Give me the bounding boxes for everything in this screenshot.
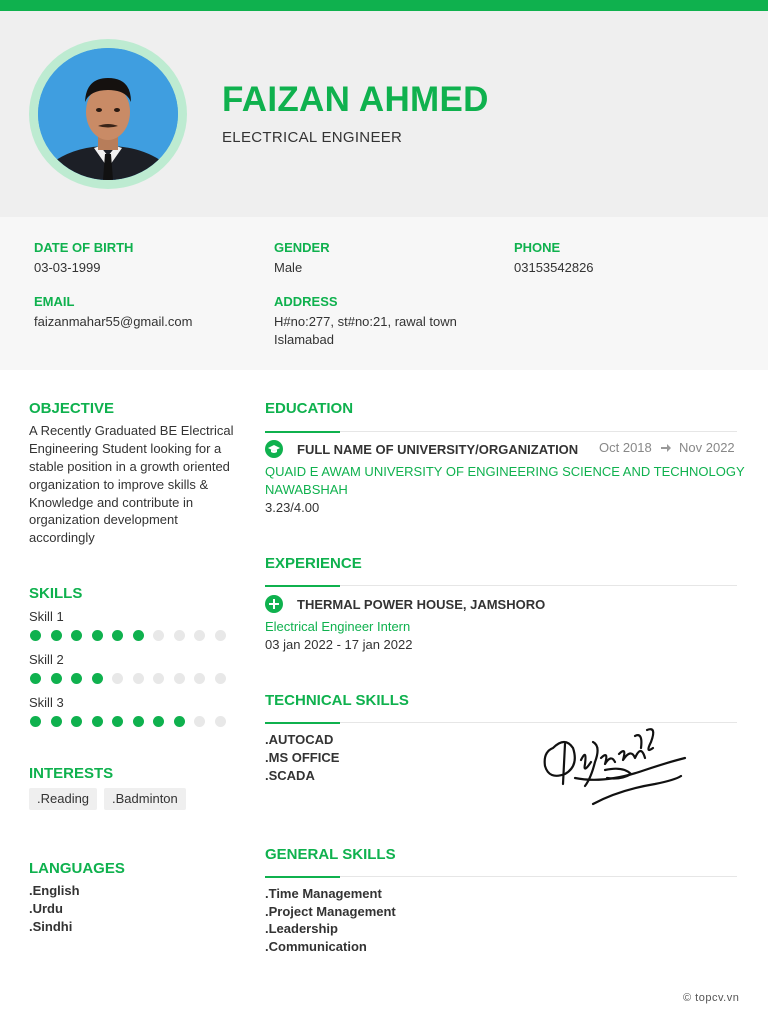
skill-dot-filled <box>30 716 41 727</box>
education-start: Oct 2018 <box>599 440 652 455</box>
skill-dot-filled <box>92 630 103 641</box>
skill-dot-filled <box>71 673 82 684</box>
address-line-1: H#no:277, st#no:21, rawal town <box>274 314 457 329</box>
languages-heading: LANGUAGES <box>29 860 125 877</box>
skill-dot-filled <box>174 716 185 727</box>
objective-line: Knowledge and contribute in <box>29 495 194 510</box>
education-score: 3.23/4.00 <box>265 500 320 515</box>
technical-skills-heading: TECHNICAL SKILLS <box>265 692 409 709</box>
section-divider <box>265 585 737 586</box>
language-item: .Sindhi <box>29 919 73 934</box>
skill-dot-filled <box>112 630 123 641</box>
skill-dot-filled <box>51 630 62 641</box>
candidate-name: FAIZAN AHMED <box>222 80 489 119</box>
experience-company: THERMAL POWER HOUSE, JAMSHORO <box>297 597 546 612</box>
skill-dot-empty <box>112 673 123 684</box>
general-skill-item: .Leadership <box>265 921 338 936</box>
skill-dot-empty <box>153 673 164 684</box>
objective-line: organization to improve skills & <box>29 477 209 492</box>
address-line-2: Islamabad <box>274 332 334 347</box>
phone-label: PHONE <box>514 240 561 255</box>
dob-label: DATE OF BIRTH <box>34 240 134 255</box>
handwritten-signature <box>535 718 695 810</box>
skill-dot-filled <box>153 716 164 727</box>
skill-dot-empty <box>133 673 144 684</box>
arrow-right-icon <box>660 439 672 459</box>
skill-dot-filled <box>71 630 82 641</box>
dob-value: 03-03-1999 <box>34 260 101 275</box>
general-skill-item: .Communication <box>265 939 367 954</box>
avatar <box>38 48 178 180</box>
section-divider <box>265 876 737 877</box>
language-item: .Urdu <box>29 901 63 916</box>
general-skills-heading: GENERAL SKILLS <box>265 846 396 863</box>
experience-heading: EXPERIENCE <box>265 555 362 572</box>
experience-dates: 03 jan 2022 - 17 jan 2022 <box>265 637 413 652</box>
experience-role: Electrical Engineer Intern <box>265 619 411 634</box>
education-end: Nov 2022 <box>679 440 735 455</box>
skill-dot-filled <box>51 673 62 684</box>
skills-heading: SKILLS <box>29 585 83 602</box>
skill-dot-filled <box>30 630 41 641</box>
education-school: QUAID E AWAM UNIVERSITY OF ENGINEERING SCIENCE AND TECHNOLOGY <box>265 464 745 479</box>
skill-dot-empty <box>215 673 226 684</box>
skill-dot-filled <box>71 716 82 727</box>
skill-dot-filled <box>133 716 144 727</box>
interest-tag: .Badminton <box>104 788 186 810</box>
skill-label: Skill 2 <box>29 652 64 667</box>
skill-label: Skill 1 <box>29 609 64 624</box>
general-skill-item: .Project Management <box>265 904 396 919</box>
candidate-title: ELECTRICAL ENGINEER <box>222 129 403 146</box>
technical-skill-item: .AUTOCAD <box>265 732 334 747</box>
avatar-photo <box>38 48 178 180</box>
skill-dot-empty <box>215 716 226 727</box>
skill-dot-empty <box>174 630 185 641</box>
education-org: FULL NAME OF UNIVERSITY/ORGANIZATION <box>297 442 579 457</box>
skill-dot-filled <box>30 673 41 684</box>
skill-dot-empty <box>174 673 185 684</box>
email-value: faizanmahar55@gmail.com <box>34 314 193 329</box>
interests-heading: INTERESTS <box>29 765 114 782</box>
objective-line: accordingly <box>29 530 95 545</box>
skill-dot-filled <box>92 716 103 727</box>
education-school-line-2: NAWABSHAH <box>265 482 348 497</box>
skill-dot-empty <box>215 630 226 641</box>
technical-skill-item: .MS OFFICE <box>265 750 340 765</box>
general-skill-item: .Time Management <box>265 886 382 901</box>
footer-brand: © topcv.vn <box>683 992 740 1004</box>
skill-dot-filled <box>112 716 123 727</box>
skill-label: Skill 3 <box>29 695 64 710</box>
skill-dot-empty <box>194 673 205 684</box>
phone-value: 03153542826 <box>514 260 594 275</box>
objective-line: Engineering Student looking for a <box>29 441 222 456</box>
objective-line: stable position in a growth oriented <box>29 459 230 474</box>
skill-dot-filled <box>133 630 144 641</box>
section-divider <box>265 431 737 432</box>
technical-skill-item: .SCADA <box>265 768 315 783</box>
objective-line: organization development <box>29 512 178 527</box>
skill-dot-empty <box>153 630 164 641</box>
skill-dot-empty <box>194 716 205 727</box>
plus-icon <box>265 595 283 613</box>
skill-dot-filled <box>92 673 103 684</box>
top-accent-bar <box>0 0 768 11</box>
graduation-cap-icon <box>265 440 283 458</box>
email-label: EMAIL <box>34 294 75 309</box>
interest-tag: .Reading <box>29 788 97 810</box>
skill-dot-empty <box>194 630 205 641</box>
education-heading: EDUCATION <box>265 400 354 417</box>
gender-label: GENDER <box>274 240 330 255</box>
language-item: .English <box>29 883 80 898</box>
objective-heading: OBJECTIVE <box>29 400 115 417</box>
skill-dot-filled <box>51 716 62 727</box>
address-label: ADDRESS <box>274 294 338 309</box>
gender-value: Male <box>274 260 303 275</box>
objective-line: A Recently Graduated BE Electrical <box>29 423 234 438</box>
